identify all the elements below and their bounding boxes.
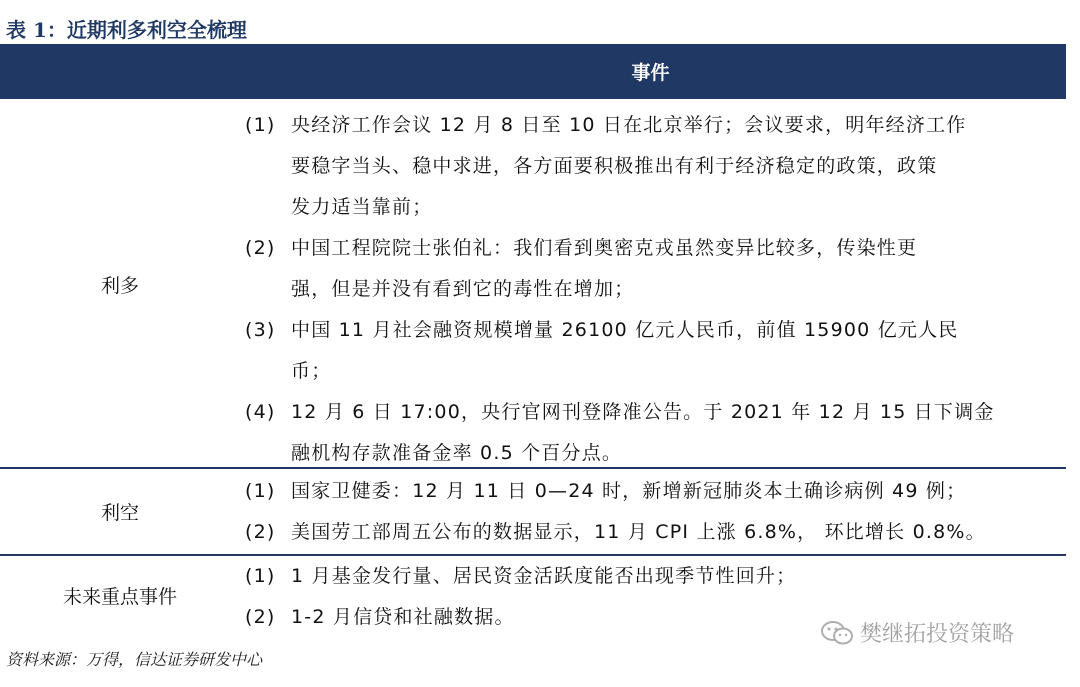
item-line: 要稳字当头、稳中求进，各方面要积极推出有利于经济稳定的政策，政策 [291, 155, 938, 177]
item-number: (2) [245, 521, 276, 543]
row-positive [0, 101, 1066, 469]
table-title: 表 1：近期利多利空全梳理 [6, 18, 247, 42]
item-line: 中国 11 月社会融资规模增量 26100 亿元人民币，前值 15900 亿元人民 [291, 319, 959, 341]
list-item [245, 556, 1060, 597]
row-label-negative: 利空 [100, 502, 139, 524]
item-line: 发力适当靠前； [291, 196, 433, 218]
list-item [245, 392, 1060, 474]
item-number: (1) [245, 565, 276, 587]
list-item [245, 105, 1060, 228]
list-item [245, 512, 1060, 553]
item-number: (2) [245, 606, 276, 628]
table-header [0, 44, 1066, 99]
watermark [820, 617, 1014, 648]
row-label-future: 未来重点事件 [62, 586, 177, 608]
wechat-icon [820, 620, 854, 646]
item-line: 1-2 月信贷和社融数据。 [291, 606, 515, 628]
source-note: 资料来源：万得，信达证券研发中心 [6, 650, 263, 669]
watermark-text: 樊继拓投资策略 [860, 622, 1015, 647]
item-line: 币； [291, 360, 332, 382]
list-item [245, 228, 1060, 310]
item-line: 融机构存款准备金率 0.5 个百分点。 [291, 442, 623, 464]
item-line: 1 月基金发行量、居民资金活跃度能否出现季节性回升； [291, 565, 797, 587]
item-number: (2) [245, 237, 276, 259]
item-line: 央经济工作会议 12 月 8 日至 10 日在北京举行；会议要求，明年经济工作 [291, 114, 967, 136]
row-content-negative [245, 471, 1060, 553]
item-line: 强，但是并没有看到它的毒性在增加； [291, 278, 635, 300]
row-negative [0, 469, 1066, 556]
list-item [245, 471, 1060, 512]
item-line: 12 月 6 日 17:00，央行官网刊登降准公告。于 2021 年 12 月 15 日下调金 [291, 401, 995, 423]
item-number: (1) [245, 480, 276, 502]
row-content-positive [245, 105, 1060, 474]
item-number: (3) [245, 319, 276, 341]
item-line: 国家卫健委：12 月 11 日 0—24 时，新增新冠肺炎本土确诊病例 49 例； [291, 480, 967, 502]
item-number: (4) [245, 401, 276, 423]
item-number: (1) [245, 114, 276, 136]
row-label-positive: 利多 [100, 274, 139, 297]
event-column-header: 事件 [631, 62, 670, 84]
list-item [245, 310, 1060, 392]
item-line: 中国工程院院士张伯礼：我们看到奥密克戎虽然变异比较多，传染性更 [291, 237, 918, 259]
item-line: 美国劳工部周五公布的数据显示，11 月 CPI 上涨 6.8%， 环比增长 0.8%。 [291, 521, 986, 543]
